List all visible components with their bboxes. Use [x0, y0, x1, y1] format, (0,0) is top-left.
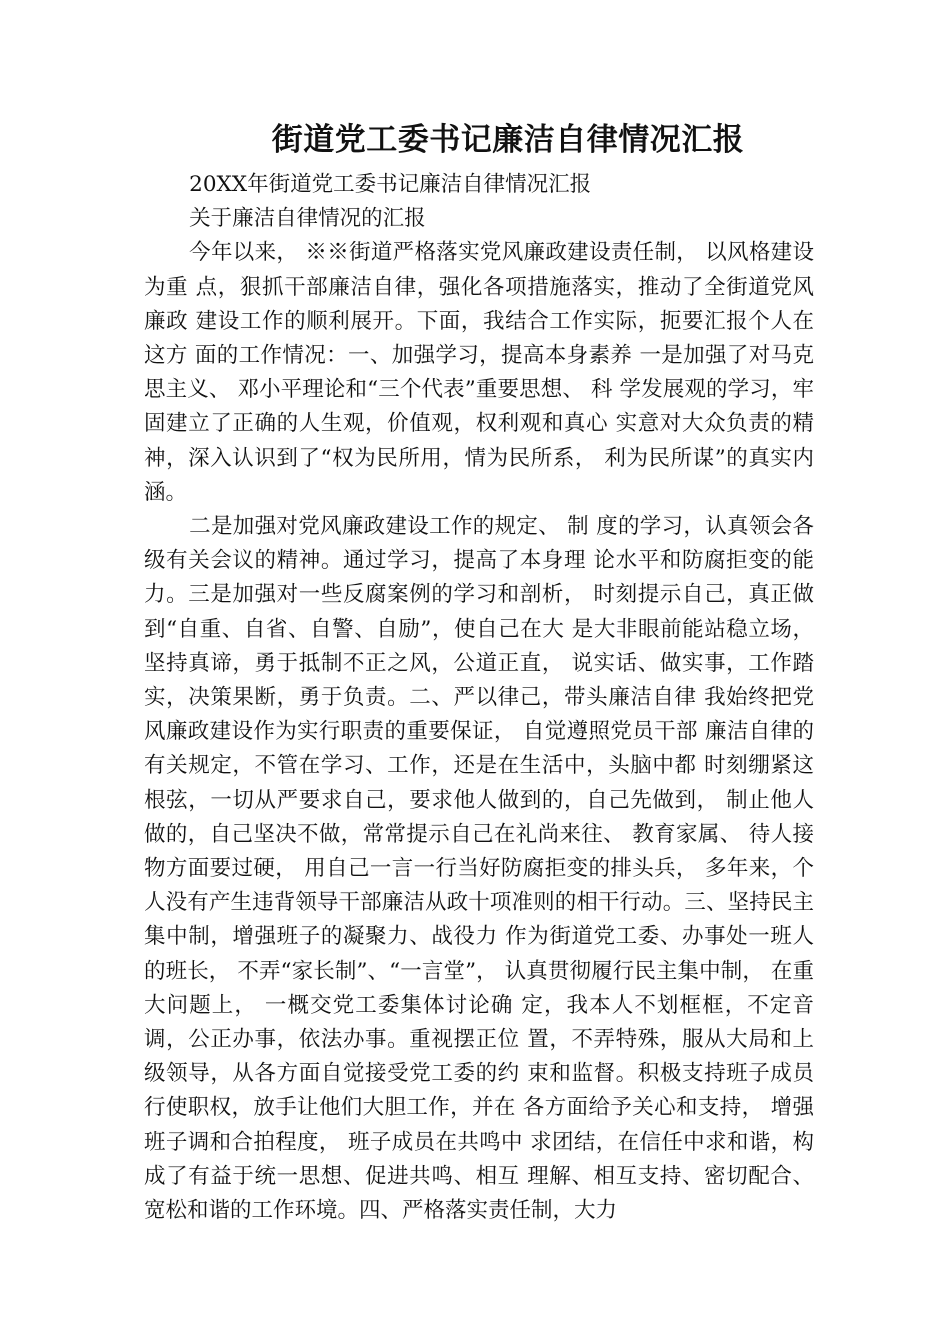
- paragraph-subtitle: 20XX年街道党工委书记廉洁自律情况汇报: [189, 172, 592, 197]
- document-title: 街道党工委书记廉洁自律情况汇报: [271, 122, 745, 158]
- paragraph-heading: 关于廉洁自律情况的汇报: [189, 206, 426, 232]
- document-body: [144, 168, 814, 1228]
- paragraph-body-2: 二是加强对党风廉政建设工作的规定、 制 度的学习，认真领会各级有关会议的精神。通过学习，提高了本身理 论水平和防腐拒变的能力。三是加强对一些反腐案例的学习和剖析， 时刻提示自己，真正做到“自重、自省、自警、自励”，使自己在大 是大非眼前能站稳立场，坚持真谛，勇于抵制不正之风，公道正直， 说实话、做实事，工作踏实，决策果断，勇于负责。二、严以律己，带头廉洁自律 我始终把党风廉政建设作为实行职责的重要保证， 自觉遵照党员干部 廉洁自律的有关规定，不管在学习、工作，还是在生活中，头脑中都 时刻绷紧这根弦，一切从严要求自己，要求他人做到的，自己先做到， 制止他人做的，自己坚决不做，常常提示自己在礼尚来往、 教育家属、 待人接物方面要过硬， 用自己一言一行当好防腐拒变的排头兵， 多年来，个人没有产生违背领导干部廉洁从政十项准则的相干行动。三、坚持民主集中制，增强班子的凝聚力、战役力 作为街道党工委、办事处一班人的班长， 不弄“家长制”、“一言堂”， 认真贯彻履行民主集中制， 在重大问题上， 一概交党工委集体讨论确 定，我本人不划框框，不定音调，公正办事，依法办事。重视摆正位 置，不弄特殊，服从大局和上级领导，从各方面自觉接受党工委的约 束和监督。积极支持班子成员行使职权，放手让他们大胆工作，并在 各方面给予关心和支持， 增强班子调和合拍程度， 班子成员在共鸣中 求团结，在信任中求和谐，构成了有益于统一思想、促进共鸣、相互 理解、相互支持、密切配合、宽松和谐的工作环境。四、严格落实责任制，大力: [144, 514, 814, 1224]
- paragraph-body-1: 今年以来， ※※街道严格落实党风廉政建设责任制， 以风格建设为重 点，狠抓干部廉洁自律，强化各项措施落实，推动了全街道党风廉政 建设工作的顺利展开。下面，我结合工作实际，扼要汇报个人在这方 面的工作情况：一、加强学习，提高本身素养 一是加强了对马克思主义、 邓小平理论和“三个代表”重要思想、 科 学发展观的学习，牢固建立了正确的人生观，价值观，权利观和真心 实意对大众负责的精神，深入认识到了“权为民所用，情为民所系， 利为民所谋”的真实内涵。: [144, 240, 814, 505]
